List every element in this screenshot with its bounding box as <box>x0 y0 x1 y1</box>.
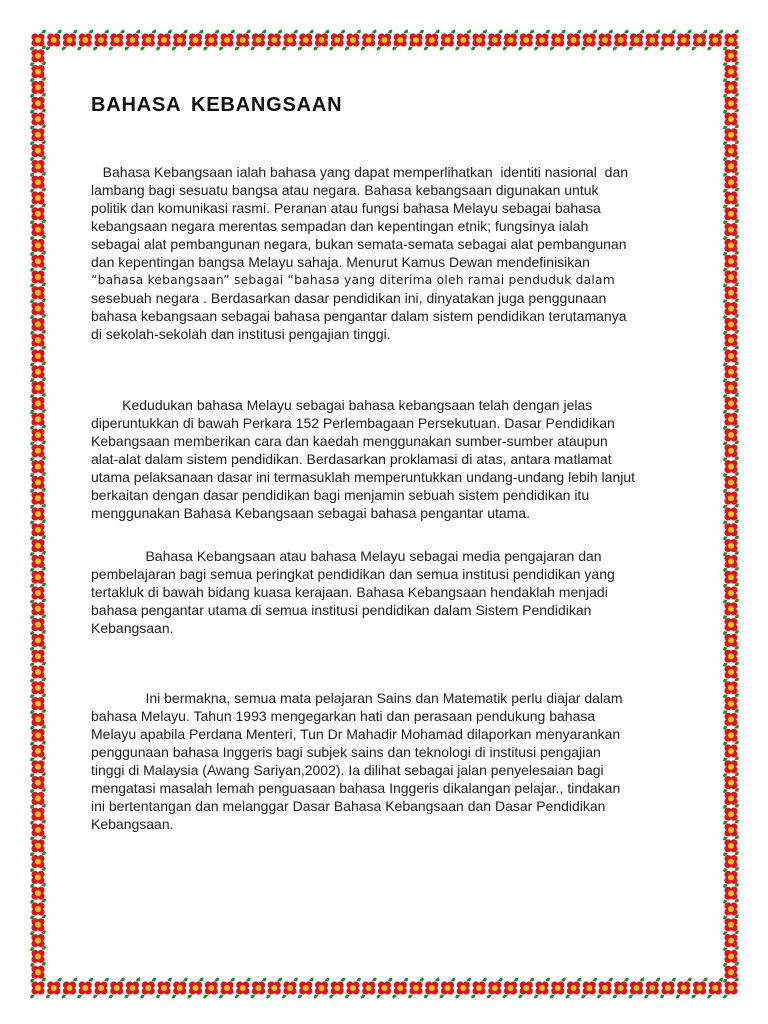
flower-icon <box>140 978 156 999</box>
flower-icon <box>62 30 78 51</box>
flower-icon <box>566 30 582 51</box>
flower-icon <box>361 30 377 51</box>
paragraph-4-line-1: Ini bermakna, semua mata pelajaran Sains dan Matematik perlu diajar dalam <box>91 690 623 706</box>
paragraph-1-line-7: “bahasa kebangsaan” sebagai “bahasa yang diterima oleh ramai penduduk dalam <box>91 273 615 287</box>
document-body <box>91 94 691 833</box>
paragraph-3-line-5: Kebangsaan. <box>91 620 174 636</box>
paragraph-3 <box>91 547 691 637</box>
flower-icon <box>77 978 93 999</box>
flower-icon <box>62 978 78 999</box>
flower-icon <box>644 30 660 51</box>
flower-icon <box>629 978 645 999</box>
paragraph-1-line-10: di sekolah-sekolah dan institusi pengajian tinggi. <box>91 326 391 342</box>
document-title: BAHASA KEBANGSAAN <box>91 94 343 116</box>
flower-icon <box>188 30 204 51</box>
flower-icon <box>93 978 109 999</box>
flower-icon <box>314 30 330 51</box>
paragraph-1-line-9: bahasa kebangsaan sebagai bahasa pengantar dalam sistem pendidikan terutamanya <box>91 308 627 324</box>
flower-icon <box>172 30 188 51</box>
flower-icon <box>581 30 597 51</box>
paragraph-2-line-7: menggunakan Bahasa Kebangsaan sebagai bahasa pengantar utama. <box>91 505 531 521</box>
flower-icon <box>455 30 471 51</box>
flower-icon <box>266 30 282 51</box>
paragraph-4-line-8: Kebangsaan. <box>91 816 174 832</box>
flower-icon <box>440 30 456 51</box>
flower-icon <box>77 30 93 51</box>
flower-icon <box>518 978 534 999</box>
flower-icon <box>692 30 708 51</box>
flower-icon <box>487 978 503 999</box>
paragraph-4-line-5: tinggi di Malaysia (Awang Sariyan,2002). Ia dilihat sebagai jalan penyelesaian bagi <box>91 762 604 778</box>
flower-icon <box>440 978 456 999</box>
flower-icon <box>156 978 172 999</box>
flower-icon <box>93 30 109 51</box>
paragraph-4 <box>91 689 691 833</box>
flower-icon <box>676 30 692 51</box>
flower-icon <box>203 30 219 51</box>
paragraph-1-line-4: kebangsaan negara merentas sempadan dan kepentingan etnik; fungsinya ialah <box>91 218 589 234</box>
flower-icon <box>707 978 723 999</box>
flower-icon <box>550 978 566 999</box>
flower-icon <box>361 978 377 999</box>
flower-icon <box>46 978 62 999</box>
flower-icon <box>581 978 597 999</box>
flower-icon <box>329 30 345 51</box>
paragraph-1-line-6: dan kepentingan bangsa Melayu sahaja. Menurut Kamus Dewan mendefinisikan <box>91 254 590 270</box>
paragraph-4-line-2: bahasa Melayu. Tahun 1993 mengegarkan hati dan perasaan pendukung bahasa <box>91 708 596 724</box>
flower-icon <box>219 978 235 999</box>
flower-icon <box>707 30 723 51</box>
flower-icon <box>613 978 629 999</box>
flower-icon <box>597 30 613 51</box>
flower-icon <box>125 30 141 51</box>
paragraph-2-line-5: utama pelaksanaan dasar ini termasuklah memperuntukkan undang-undang lebih lanjut <box>91 469 636 485</box>
flower-icon <box>471 30 487 51</box>
paragraph-2 <box>91 396 691 522</box>
flower-icon <box>282 30 298 51</box>
flower-icon <box>392 978 408 999</box>
flower-icon <box>156 30 172 51</box>
flower-icon <box>377 978 393 999</box>
paragraph-2-line-3: Kebangsaan memberikan cara dan kaedah menggunakan sumber-sumber ataupun <box>91 433 608 449</box>
paragraph-3-line-3: tertakluk di bawah bidang kuasa kerajaan. Bahasa Kebangsaan hendaklah menjadi <box>91 584 608 600</box>
paragraph-1-line-1: Bahasa Kebangsaan ialah bahasa yang dapat memperlihatkan identiti nasional dan <box>91 164 629 180</box>
paragraph-1-line-3: politik dan komunikasi rasmi. Peranan atau fungsi bahasa Melayu sebagai bahasa <box>91 200 601 216</box>
flower-icon <box>219 30 235 51</box>
flower-icon <box>266 978 282 999</box>
flower-icon <box>298 978 314 999</box>
flower-icon <box>644 978 660 999</box>
flower-icon <box>692 978 708 999</box>
paragraph-2-line-2: diperuntukkan di bawah Perkara 152 Perlembagaan Persekutuan. Dasar Pendidikan <box>91 415 615 431</box>
flower-icon <box>203 978 219 999</box>
paragraph-4-line-4: penggunaan bahasa Inggeris bagi subjek sains dan teknologi di institusi pengajian <box>91 744 601 760</box>
paragraph-4-line-6: mengatasi masalah lemah penguasaan bahasa Inggeris dikalangan pelajar., tindakan <box>91 780 621 796</box>
paragraph-2-line-1: Kedudukan bahasa Melayu sebagai bahasa kebangsaan telah dengan jelas <box>91 397 593 413</box>
paragraph-1 <box>91 163 691 343</box>
paragraph-1-line-2: lambang bagi sesuatu bangsa atau negara. Bahasa kebangsaan digunakan untuk <box>91 182 599 198</box>
flower-icon <box>188 978 204 999</box>
flower-icon <box>408 30 424 51</box>
flower-icon <box>455 978 471 999</box>
flower-icon <box>172 978 188 999</box>
flower-icon <box>518 30 534 51</box>
flower-icon <box>550 30 566 51</box>
flower-icon <box>251 30 267 51</box>
paragraph-1-line-8: sesebuah negara . Berdasarkan dasar pendidikan ini, dinyatakan juga penggunaan <box>91 290 607 306</box>
flower-icon <box>503 30 519 51</box>
paragraph-4-line-3: Melayu apabila Perdana Menteri, Tun Dr Mahadir Mohamad dilaporkan menyarankan <box>91 726 621 742</box>
flower-icon <box>314 978 330 999</box>
flower-icon <box>597 978 613 999</box>
flower-icon <box>377 30 393 51</box>
paragraph-2-line-4: alat-alat dalam sistem pendidikan. Berdasarkan proklamasi di atas, antara matlamat <box>91 451 612 467</box>
flower-icon <box>140 30 156 51</box>
paragraph-4-line-7: ini bertentangan dan melanggar Dasar Bahasa Kebangsaan dan Dasar Pendidikan <box>91 798 606 814</box>
flower-icon <box>566 978 582 999</box>
flower-icon <box>660 978 676 999</box>
paragraph-3-line-1: Bahasa Kebangsaan atau bahasa Melayu sebagai media pengajaran dan <box>91 548 602 564</box>
flower-icon <box>345 30 361 51</box>
paragraph-1-line-5: sebagai alat pembangunan negara, bukan semata-semata sebagai alat pembangunan <box>91 236 627 252</box>
paragraph-3-line-4: bahasa pengantar utama di semua institusi pendidikan dalam Sistem Pendidikan <box>91 602 592 618</box>
flower-icon <box>676 978 692 999</box>
flower-icon <box>424 978 440 999</box>
flower-icon <box>503 978 519 999</box>
flower-icon <box>235 978 251 999</box>
flower-icon <box>235 30 251 51</box>
flower-icon <box>109 30 125 51</box>
flower-icon <box>424 30 440 51</box>
paragraph-3-line-2: pembelajaran bagi semua peringkat pendidikan dan semua institusi pendidikan yang <box>91 566 615 582</box>
flower-icon <box>613 30 629 51</box>
paragraph-2-line-6: berkaitan dengan dasar pendidikan bagi menjamin sebuah sistem pendidikan itu <box>91 487 590 503</box>
flower-icon <box>660 30 676 51</box>
flower-icon <box>487 30 503 51</box>
flower-icon <box>46 30 62 51</box>
flower-icon <box>534 30 550 51</box>
flower-icon <box>629 30 645 51</box>
flower-icon <box>534 978 550 999</box>
flower-icon <box>408 978 424 999</box>
flower-icon <box>125 978 141 999</box>
flower-icon <box>471 978 487 999</box>
flower-icon <box>109 978 125 999</box>
flower-icon <box>329 978 345 999</box>
flower-icon <box>251 978 267 999</box>
flower-icon <box>282 978 298 999</box>
flower-icon <box>345 978 361 999</box>
flower-icon <box>298 30 314 51</box>
flower-icon <box>392 30 408 51</box>
